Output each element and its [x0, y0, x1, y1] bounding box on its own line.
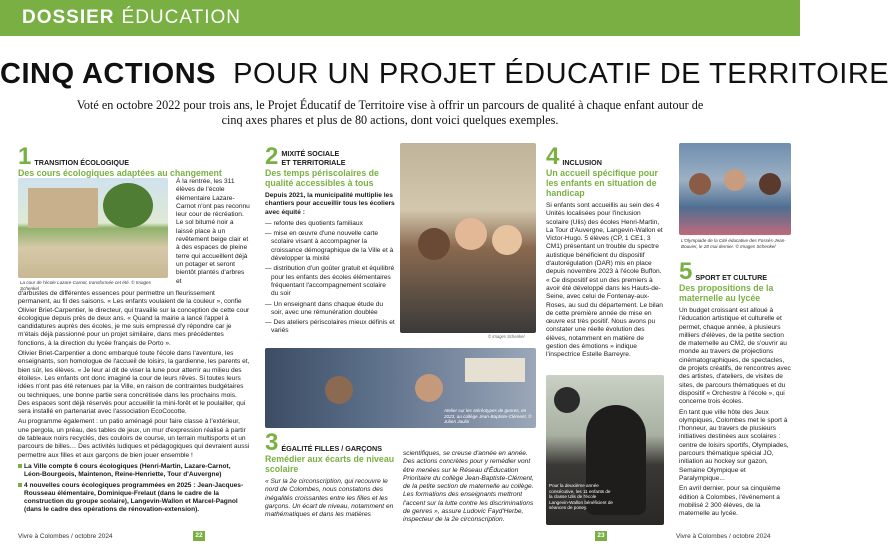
- section-1-bullet-1: La Ville compte 6 cours écologiques (Henri-Martin, Lazare-Carnot, Léon-Bourgeois, Maintenon, Reine-Henriette, Tour d'Auvergne): [24, 462, 231, 479]
- child-face-2: [455, 218, 487, 250]
- section-3-col-1: « Sur la 2e circonscription, qui recouvre le nord de Colombes, nous constatons des inégalités croissantes entre les filles et les garçons. Un écart de niveau, notamment en mathématiques et dans les matières: [265, 478, 394, 519]
- kid-face-1: [689, 173, 711, 195]
- section-2-item-4: Un enseignant dans chaque étude du soir, avec une rémunération doublée: [271, 300, 384, 316]
- child-face-3: [492, 225, 522, 255]
- student-face-1: [325, 376, 353, 404]
- section-2-item-5: Des ateliers périscolaires mieux définis et variés: [271, 319, 395, 335]
- board-shape: [465, 358, 525, 382]
- section-4: [546, 143, 664, 362]
- section-2-subtitle: Des temps périscolaires de qualité accessibles à tous: [265, 168, 379, 188]
- dossier-theme: ÉDUCATION: [121, 7, 242, 28]
- section-1-body: [18, 290, 250, 517]
- section-5-photo: [679, 143, 791, 235]
- section-4-number: 4: [546, 143, 560, 170]
- section-1-bullet-2: 4 nouvelles cours écologiques programmées en 2025 : Jean-Jacques-Rousseau élémentaire, Dominique-Frelaut (dans le cadre de la construction du groupe scolaire), Langevin-Wallon et Marcel-Pagnol (dans le cadre des opérations de rénovation-extension).: [24, 481, 244, 514]
- section-1-subtitle: Des cours écologiques adaptées au changement: [18, 168, 222, 178]
- section-1-photo-caption: La cour de l'école Lazare-Carnot, transformée cet été. © Images Schenkel: [20, 280, 151, 291]
- section-5-number: 5: [679, 258, 693, 285]
- kid-face-3: [759, 173, 781, 195]
- title-bold: CINQ ACTIONS: [0, 58, 216, 90]
- section-1-side-text: À la rentrée, les 311 élèves de l'école élémentaire Lazare-Carnot n'ont pas reconnu leur cour de récréation. Le sol bitumé noir a laissé place à un revêtement beige clair et à des espaces de pleine terre qui accueillent déjà un potager et seront bientôt plantés d'arbres et: [176, 178, 250, 285]
- section-5-p3: En avril dernier, pour sa cinquième édition à Colombes, l'événement a mobilisé 2 300 élèves, de la maternelle au lycée.: [679, 485, 781, 518]
- section-2-item-2: mise en œuvre d'une nouvelle carte scolaire visant à accompagner la croissance démographique de la Ville et à développer la mixité: [271, 230, 394, 263]
- dossier-bar: [0, 0, 800, 36]
- school-building-shape: [28, 188, 98, 228]
- section-1-title: TRANSITION ÉCOLOGIQUE: [34, 157, 129, 167]
- section-4-photo-caption: Pour la deuxième année consécutive, les 11 enfants de la classe Ulis de l'école Langevin-Wallon bénéficient de séances de poney.: [549, 483, 613, 510]
- intro-text: Voté en octobre 2022 pour trois ans, le Projet Éducatif de Territoire vise à offrir un parcours de qualité à chaque enfant autour de cinq axes phares et plus de 80 actions, dont voici quelques exemples.: [76, 98, 704, 127]
- title-light: POUR UN PROJET ÉDUCATIF DE TERRITOIRE: [233, 58, 889, 90]
- section-2-item-1: refonte des quotients familiaux: [273, 219, 363, 227]
- footer-right: Vivre à Colombes / octobre 2024: [676, 533, 771, 540]
- dossier-label: DOSSIER: [22, 7, 115, 28]
- page-number-left: 22: [193, 531, 205, 541]
- section-1-p3: Au programme également : un patio aménagé pour faire classe à l'extérieur, une pergola, un préau, des tables de jeux, un mur d'expression réalisé à partir de tableaux noirs recyclés, des couloirs de course, un terrain multisports et un parcours de billes… Des activités ludiques et pédagogiques qui devraient aussi permettre aux filles et aux garçons de bien jouer ensemble !: [18, 418, 250, 459]
- student-face-2: [415, 374, 443, 402]
- section-2: 2 MIXITÉ SOCIALE ET TERRITORIALE Des temps périscolaires de qualité accessibles à tous Depuis 2021, la municipalité multiplie les chantiers pour accueillir tous les écoliers avec équité : — refonte des quotients familiaux — mise en œuvre d'une nouvelle carte scolaire visant à accompagner la croissance démographique de la Ville et à développer la mixité — distribution d'un goûter gratuit et équilibré pour les enfants des écoles élémentaires fréquentant l'accompagnement scolaire du soir — Un enseignant dans chaque étude du soir, avec une rémunération doublée — Des ateliers périscolaires mieux définis et variés: [265, 143, 395, 335]
- section-3: [265, 429, 395, 521]
- section-5-p1: Un budget croissant est alloué à l'éducation artistique et culturelle et permet, chaque année, à plusieurs milliers d'élèves, de la petite section de maternelle au CM2, de s'ouvrir au monde au travers de projections cinématographiques, de spectacles, de projets créatifs, de rencontres avec des artistes, d'ateliers, de visites de sites, de parcours thématiques et du dispositif « Orchestre à l'école », qui concerne trois écoles.: [679, 307, 791, 406]
- section-1-number: 1: [18, 143, 32, 170]
- section-2-photo-credit: © Images Schenkel: [488, 334, 525, 339]
- section-4-title: INCLUSION: [562, 157, 602, 167]
- section-5-photo-caption: L'Olympiade de la Cité éducative des Fossés-Jean-Bouvier, le 28 mai dernier. © Images Schenkel: [681, 238, 786, 249]
- section-3-photo-caption: Atelier sur les stéréotypes de genres, en 2023, au collège Jean-Baptiste-Clément. © Julien Jaulin: [444, 408, 532, 424]
- page-number-right: 23: [595, 531, 607, 541]
- section-3-title: ÉGALITÉ FILLES / GARÇONS: [281, 443, 382, 453]
- helmet-shape: [554, 387, 580, 413]
- tree-shape: [103, 183, 153, 228]
- page-title: [0, 58, 889, 91]
- section-1-photo: [18, 178, 168, 278]
- child-face-1: [418, 228, 450, 260]
- section-4-subtitle: Un accueil spécifique pour les enfants en situation de handicap: [546, 168, 658, 198]
- section-5: [679, 258, 791, 520]
- kid-face-2: [724, 169, 746, 191]
- section-2-title-1: MIXITÉ SOCIALE: [281, 149, 340, 158]
- section-3-col-2: scientifiques, se creuse d'année en année. Des actions concrètes pour y remédier vont être menées sur le Réseau d'Éducation Prioritaire du collège Jean-Baptiste-Clément, de la petite section de maternelle au collège. Les formations des enseignants mettront l'accent sur la lutte contre les discriminations de genres », assure Ludovic Fayd'Herbe, inspecteur de la 2e circonscription.: [403, 450, 534, 524]
- section-2-number: 2: [265, 143, 279, 170]
- section-5-subtitle: Des propositions de la maternelle au lycée: [679, 283, 774, 303]
- section-1-p2: Olivier Briet-Carpentier a donc embarqué toute l'école dans l'aventure, les enseignants, son homologue de l'accueil de loisirs, la gardienne, les parents et, bien sûr, les élèves. « Je leur ai dit de viser la lune pour atterrir au milieu des étoiles». Les enfants ont donc imaginé la cour de leurs rêves. Si toutes leurs idées n'ont pas été retenues par la Ville, en raison de contraintes budgétaires ou techniques, une bonne partie sera concrétisée dans les prochains mois. Des espaces sont déjà réservés pour accueillir la mini-forêt et le poulailler, qui sera installé en partenariat avec l'association EcoCocotte.: [18, 350, 250, 416]
- section-2-photo: [400, 143, 536, 333]
- section-3-subtitle: Remédier aux écarts de niveau scolaire: [265, 454, 395, 474]
- section-4-text: Si enfants sont accueillis au sein des 4 Unités localisées pour l'inclusion scolaire (Ulis) des écoles Henri-Martin, La Tour d'Auvergne, Langevin-Wallon et Victor-Hugo. 5 élèves (CP, 1 CE1, 3 CM1) présentant un trouble du spectre autistique bénéficient du dispositif d'autorégulation (DAR) mis en place depuis novembre 2023 à l'école Buffon. « Ce dispositif est un des premiers à avoir été développé dans les Hauts-de-Seine, avec celui de Fontenay-aux-Roses, au sud du département. Le bilan de cette première année de mise en œuvre est très positif. Nous avons pu constater une réelle évolution des élèves, notamment en matière de gestion des émotions » indique l'inspectrice Estelle Barreyre.: [546, 202, 663, 359]
- section-3-number: 3: [265, 429, 279, 456]
- section-5-p2: En tant que ville hôte des Jeux olympiques, Colombes met le sport à l'honneur, au travers de plusieurs initiatives destinées aux scolaires : centre de loisirs sportifs, Olympiades, parcours thématique spécial JO, initiation au hockey sur gazon, Semaine Olympique et Paralympique...: [679, 408, 789, 482]
- footer-left: Vivre à Colombes / octobre 2024: [18, 533, 113, 540]
- section-2-lead: Depuis 2021, la municipalité multiplie les chantiers pour accueillir tous les écoliers avec équité :: [265, 192, 395, 216]
- section-5-title: SPORT ET CULTURE: [695, 272, 768, 282]
- section-2-title-2: ET TERRITORIALE: [281, 157, 346, 167]
- section-2-item-3: distribution d'un goûter gratuit et équilibré pour les enfants des écoles élémentaires fréquentant l'accompagnement scolaire du soir: [271, 265, 395, 298]
- section-1-p1: d'arbustes de différentes essences pour permettre un fleurissement permanent, au fil des saisons. « Les enfants voulaient de la couleur », confie Olivier Briet-Carpentier, le directeur, qui travaille sur la conception de cette cour écologique depuis près de deux ans. « Quand la mairie a lancé l'appel à candidatures auprès des écoles, je me suis empressé d'y répondre car je m'étais déjà passionné pour un projet similaire, dans mes précédentes fonctions, à la direction du lycée français de Porto ».: [18, 290, 250, 347]
